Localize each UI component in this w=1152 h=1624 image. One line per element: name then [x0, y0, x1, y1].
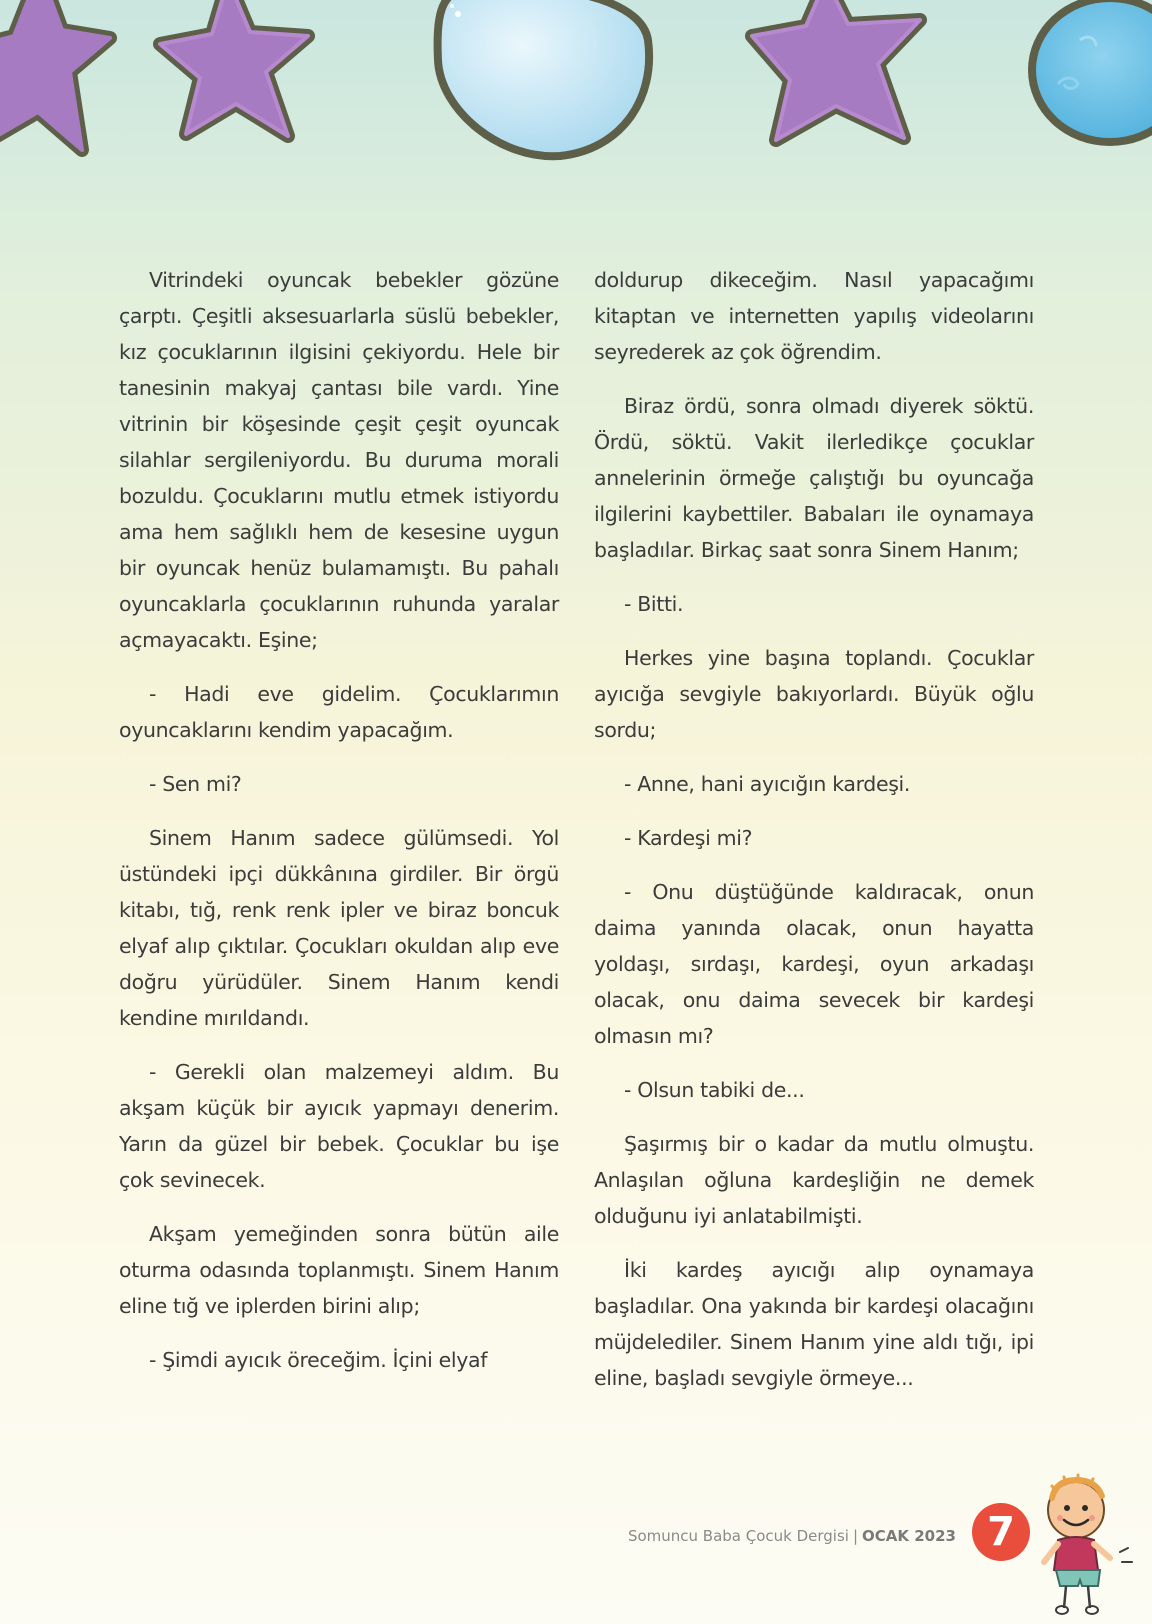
paragraph: - Kardeşi mi? [624, 826, 753, 850]
header-decoration [0, 0, 1152, 180]
cartoon-boy-icon [1020, 1472, 1140, 1622]
paragraph: İki kardeş ayıcığı alıp oynamaya başladılar. Ona yakında bir kardeşi olacağını müjdelediler. Sinem Hanım yine aldı tığı, ipi eline, başladı sevgiyle örmeye... [594, 1258, 1034, 1390]
page-number-badge: 7 [972, 1503, 1030, 1561]
paragraph: - Hadi eve gidelim. Çocuklarımın oyuncaklarını kendim yapacağım. [119, 682, 559, 742]
issue-date: OCAK 2023 [862, 1527, 956, 1545]
paragraph: - Bitti. [624, 592, 684, 616]
paragraph: - Onu düştüğünde kaldıracak, onun daima yanında olacak, onun hayatta yoldaşı, sırdaşı, kardeşi, oyun arkadaşı olacak, onu daima sevecek bir kardeşi olmasın mı? [594, 880, 1034, 1048]
paragraph: - Sen mi? [149, 772, 242, 796]
starfish-icon [0, 0, 110, 150]
article-column-left [119, 262, 559, 1396]
paragraph: doldurup dikeceğim. Nasıl yapacağımı kitaptan ve internetten yapılış videolarını seyrederek az çok öğrendim. [594, 268, 1034, 364]
starfish-icon [160, 0, 308, 136]
starfish-icon [752, 0, 920, 140]
paragraph: - Gerekli olan malzemeyi aldım. Bu akşam küçük bir ayıcık yapmayı denerim. Yarın da güzel bir bebek. Çocuklar bu işe çok sevinecek. [119, 1060, 559, 1192]
page-footer [628, 1527, 956, 1545]
paragraph: Biraz ördü, sonra olmadı diyerek söktü. Ördü, söktü. Vakit ilerledikçe çocuklar annelerinin örmeğe çalıştığı bu oyuncağa ilgilerini kaybettiler. Babaları ile oynamaya başladılar. Birkaç saat sonra Sinem Hanım; [594, 394, 1034, 562]
paragraph: Vitrindeki oyuncak bebekler gözüne çarptı. Çeşitli aksesuarlarla süslü bebekler, kız çocuklarının ilgisini çekiyordu. Hele bir tanesinin makyaj çantası bile vardı. Yine vitrinin bir köşesinde çeşit çeşit oyuncak silahlar sergileniyordu. Bu duruma morali bozuldu. Çocuklarını mutlu etmek istiyordu ama hem sağlıklı hem de kesesine uygun bir oyuncak henüz bulamamıştı. Bu pahalı oyuncaklarla çocuklarının ruhunda yaralar açmayacaktı. Eşine; [119, 268, 559, 652]
paragraph: Herkes yine başına toplandı. Çocuklar ayıcığa sevgiyle bakıyorlardı. Büyük oğlu sordu; [594, 646, 1034, 742]
paragraph: - Şimdi ayıcık öreceğim. İçini elyaf [149, 1348, 488, 1372]
paragraph: Şaşırmış bir o kadar da mutlu olmuştu. Anlaşılan oğluna kardeşliğin ne demek olduğunu iyi anlatabilmişti. [594, 1132, 1034, 1228]
bubble-icon [438, 0, 650, 156]
footer-separator: | [852, 1527, 859, 1545]
magazine-name: Somuncu Baba Çocuk Dergisi [627, 1527, 849, 1545]
paragraph: Akşam yemeğinden sonra bütün aile oturma odasında toplanmıştı. Sinem Hanım eline tığ ve iplerden birini alıp; [119, 1222, 559, 1318]
bubble-icon [1028, 0, 1152, 146]
paragraph: - Olsun tabiki de... [624, 1078, 805, 1102]
article-column-right [594, 262, 1034, 1414]
paragraph: - Anne, hani ayıcığın kardeşi. [624, 772, 911, 796]
paragraph: Sinem Hanım sadece gülümsedi. Yol üstündeki ipçi dükkânına girdiler. Bir örgü kitabı, tığ, renk renk ipler ve biraz boncuk elyaf alıp çıktılar. Çocukları okuldan alıp eve doğru yürüdüler. Sinem Hanım kendi kendine mırıldandı. [119, 826, 559, 1030]
